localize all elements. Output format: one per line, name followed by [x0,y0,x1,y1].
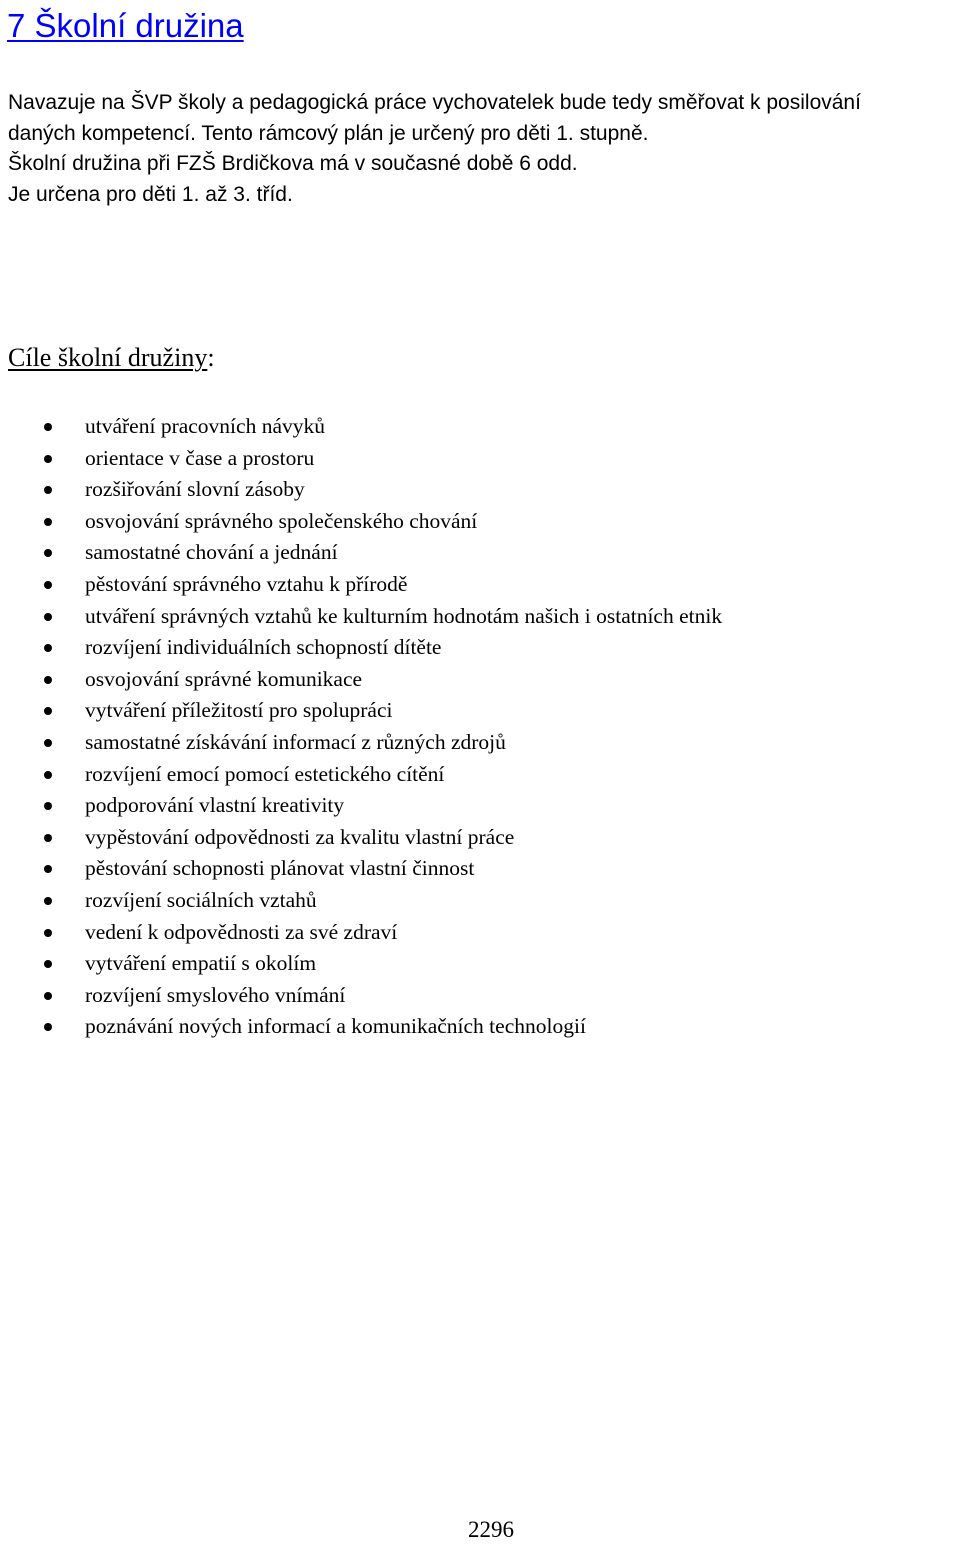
bullet-icon [44,834,52,842]
list-item-text: vytváření empatií s okolím [85,951,317,976]
list-item [0,917,960,949]
bullet-icon [44,486,52,494]
bullet-icon [44,423,52,431]
list-item-text: osvojování správné komunikace [85,666,363,691]
intro-line: Je určena pro děti 1. až 3. tříd. [8,182,293,206]
bullet-icon [44,992,52,1000]
list-item [0,569,960,601]
list-item [0,853,960,885]
list-item-text: rozvíjení sociálních vztahů [85,887,317,912]
bullet-icon [44,676,52,684]
bullet-icon [44,549,52,557]
list-item-text: rozvíjení individuálních schopností dítěte [85,635,442,660]
bullet-icon [44,929,52,937]
list-item [0,759,960,791]
list-item-text: utváření pracovních návyků [85,414,325,438]
list-item-text: samostatné získávání informací z různých zdrojů [85,729,506,754]
intro-line: Školní družina při FZŠ Brdičkova má v současné době 6 odd. [8,152,578,175]
list-item-text: orientace v čase a prostoru [85,445,315,470]
list-item [0,1011,960,1043]
bullet-icon [44,739,52,747]
list-item-text: vytváření příležitostí pro spolupráci [85,698,393,723]
list-item [0,727,960,759]
intro-line: Navazuje na ŠVP školy a pedagogická práce vychovatelek bude tedy směřovat k posilování [8,91,861,114]
list-item [0,790,960,822]
list-item-text: utváření správných vztahů ke kulturním hodnotám našich i ostatních etnik [85,603,723,628]
list-item [0,632,960,664]
list-item-text: vedení k odpovědnosti za své zdraví [85,919,398,944]
bullet-icon [44,960,52,968]
page-number: 2296 [468,1517,514,1542]
list-item [0,664,960,696]
list-item-text: pěstování správného vztahu k přírodě [85,571,408,596]
bullet-icon [44,771,52,779]
bullet-icon [44,581,52,589]
section-heading[interactable]: 7 Školní družina [7,7,244,44]
list-item [0,506,960,538]
list-item-text: rozšiřování slovní zásoby [85,477,305,502]
bullet-icon [44,518,52,526]
bullet-icon [44,865,52,873]
bullet-icon [44,802,52,810]
goals-list [0,411,960,1043]
list-item [0,885,960,917]
list-item [0,411,960,443]
list-item [0,537,960,569]
list-item-text: samostatné chování a jednání [85,540,338,565]
list-item-text: poznávání nových informací a komunikačních technologií [85,1014,586,1039]
bullet-icon [44,897,52,905]
list-item-text: rozvíjení smyslového vnímání [85,982,346,1007]
list-item [0,601,960,633]
bullet-icon [44,644,52,652]
intro-paragraph [8,88,958,210]
list-item-text: vypěstování odpovědnosti za kvalitu vlastní práce [85,824,515,849]
goals-title-colon: : [207,343,215,372]
bullet-icon [44,455,52,463]
list-item-text: pěstování schopnosti plánovat vlastní činnost [85,856,475,881]
goals-title [8,338,215,378]
goals-title-text: Cíle školní družiny [8,343,208,372]
list-item [0,443,960,475]
list-item [0,822,960,854]
list-item [0,948,960,980]
intro-line: daných kompetencí. Tento rámcový plán je určený pro děti 1. stupně. [8,121,649,145]
bullet-icon [44,707,52,715]
list-item [0,474,960,506]
list-item-text: rozvíjení emocí pomocí estetického cítění [85,761,445,786]
bullet-icon [44,613,52,621]
list-item [0,980,960,1012]
bullet-icon [44,1023,52,1031]
list-item [0,695,960,727]
list-item-text: osvojování správného společenského chování [85,508,478,533]
list-item-text: podporování vlastní kreativity [85,793,345,818]
